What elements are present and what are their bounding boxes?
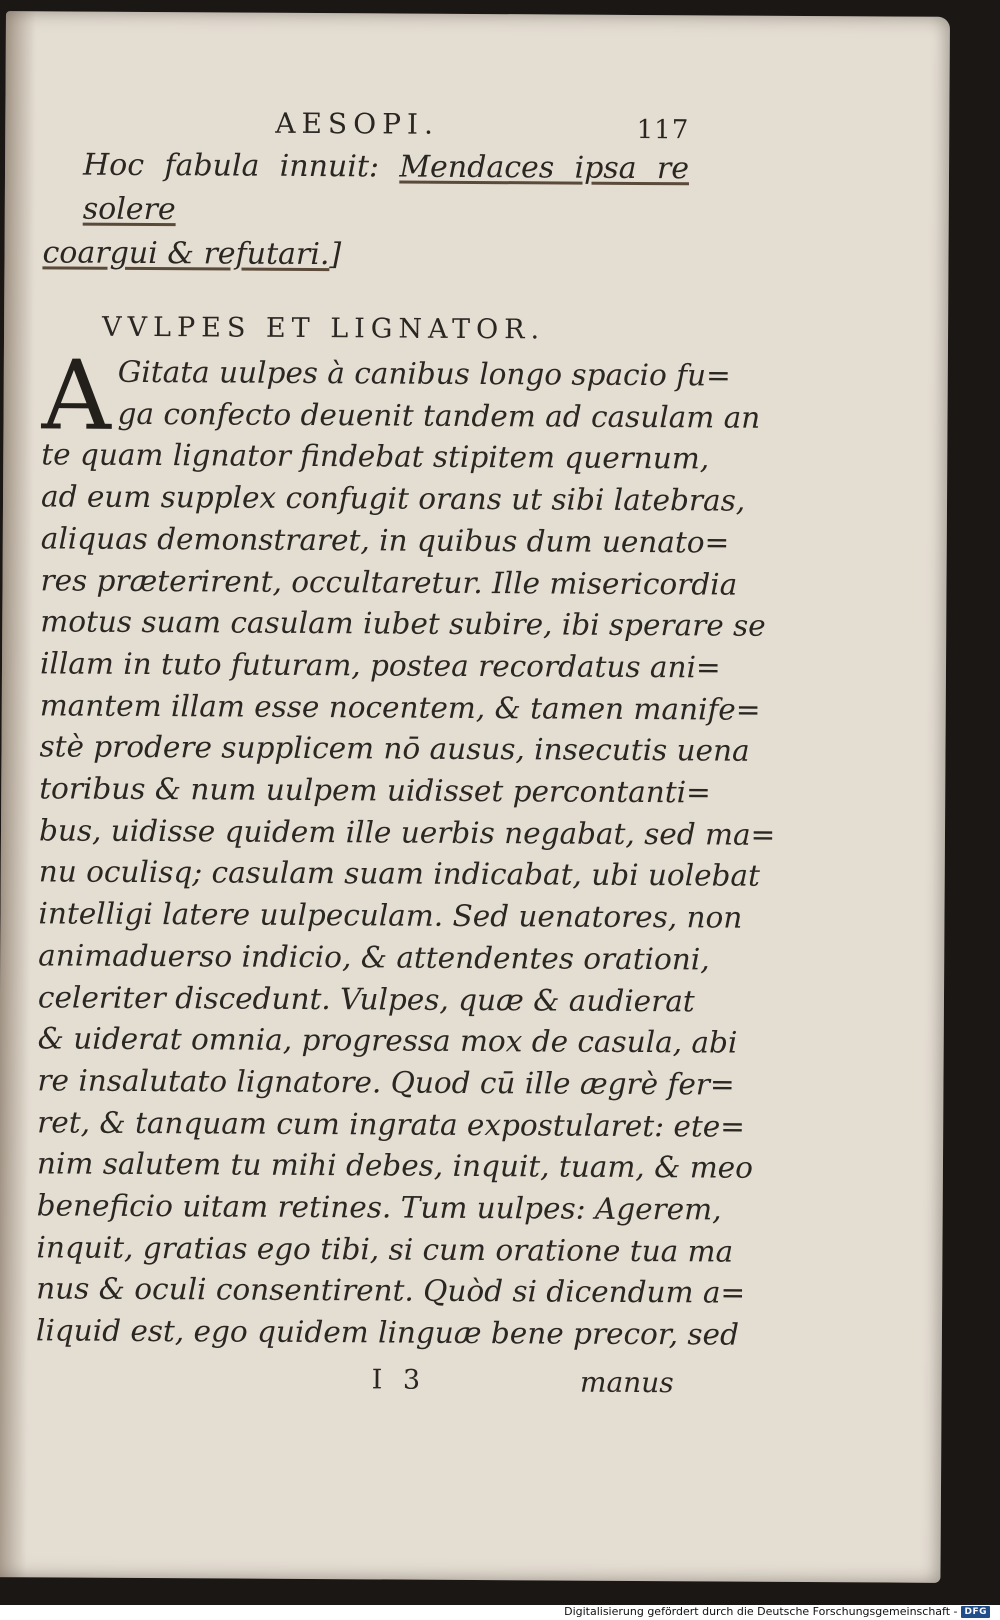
text-line: celeriter discedunt. Vulpes, quæ & audierat [37, 979, 695, 1018]
text-line: mantem illam esse nocentem, & tamen manife= [39, 687, 761, 727]
text-line: & uiderat omnia, progressa mox de casula, abi [37, 1021, 738, 1060]
text-line: liquid est, ego quidem linguæ bene precor, sed [35, 1313, 740, 1352]
text-block [35, 99, 776, 1408]
text-line: stè prodere supplicem nō ausus, insecutis uena [39, 729, 750, 769]
text-line: ad eum supplex confugit orans ut sibi latebras, [40, 479, 746, 518]
moral-lead: Hoc fabula innuit: [82, 147, 400, 185]
drop-cap: A [41, 339, 112, 452]
text-line: re insalutato lignatore. Quod cū ille ægrè fer= [37, 1063, 735, 1102]
fable-text [35, 339, 776, 1356]
moral-line-1 [43, 143, 690, 235]
text-line: te quam lignator findebat stipitem quernum, [41, 437, 710, 476]
running-head [43, 99, 689, 147]
text-line: bus, uidisse quidem ille uerbis negabat, sed ma= [38, 813, 776, 852]
digitization-credit [564, 1603, 990, 1620]
text-line: aliquas demonstraret, in quibus dum uenato= [40, 521, 730, 560]
text-line: illam in tuto futuram, postea recordatus ani= [39, 646, 721, 685]
text-line: toribus & num uulpem uidisset percontanti= [39, 771, 711, 810]
text-line: animaduerso indicio, & attendentes orationi, [38, 938, 710, 977]
moral-bracket: ] [329, 237, 342, 273]
book-page [0, 11, 950, 1583]
page-number: 117 [636, 114, 690, 146]
text-line: Gitata uulpes à canibus longo spacio fu= [117, 354, 731, 393]
dfg-logo: DFG [961, 1606, 990, 1618]
text-line: res præterirent, occultaretur. Ille misericordia [40, 562, 738, 602]
fable-heading: VVLPES ET LIGNATOR. [101, 311, 546, 346]
gutter-shadow [0, 11, 36, 1577]
text-line: inquit, gratias ego tibi, si cum oratione tua ma [36, 1230, 734, 1269]
text-line: nim salutem tu mihi debes, inquit, tuam, & meo [36, 1146, 754, 1186]
moral-line-2 [42, 231, 688, 279]
text-line: intelligi latere uulpeculam. Sed uenatores, non [38, 896, 743, 935]
text-line: nus & oculi consentirent. Quòd si dicendum a= [36, 1271, 746, 1311]
catchword: manus [579, 1365, 674, 1400]
running-title: AESOPI. [275, 106, 440, 141]
moral-underlined-2: coargui & refutari. [42, 235, 330, 273]
moral [42, 143, 689, 279]
text-line: ret, & tanquam cum ingrata expostularet: ete= [37, 1104, 746, 1144]
text-line: motus suam casulam iubet subire, ibi sperare se [40, 604, 766, 643]
signature-mark: I 3 [371, 1364, 427, 1396]
credit-text: Digitalisierung gefördert durch die Deutsche Forschungsgemeinschaft - [564, 1605, 958, 1618]
page-footer [35, 1358, 681, 1408]
text-line: ga confecto deuenit tandem ad casulam an [117, 396, 761, 435]
text-line: nu oculisq; casulam suam indicabat, ubi uolebat [38, 854, 761, 894]
moral-underlined-1: Mendaces ipsa re solere [82, 149, 690, 228]
text-line: beneficio uitam retines. Tum uulpes: Agerem, [36, 1188, 722, 1227]
